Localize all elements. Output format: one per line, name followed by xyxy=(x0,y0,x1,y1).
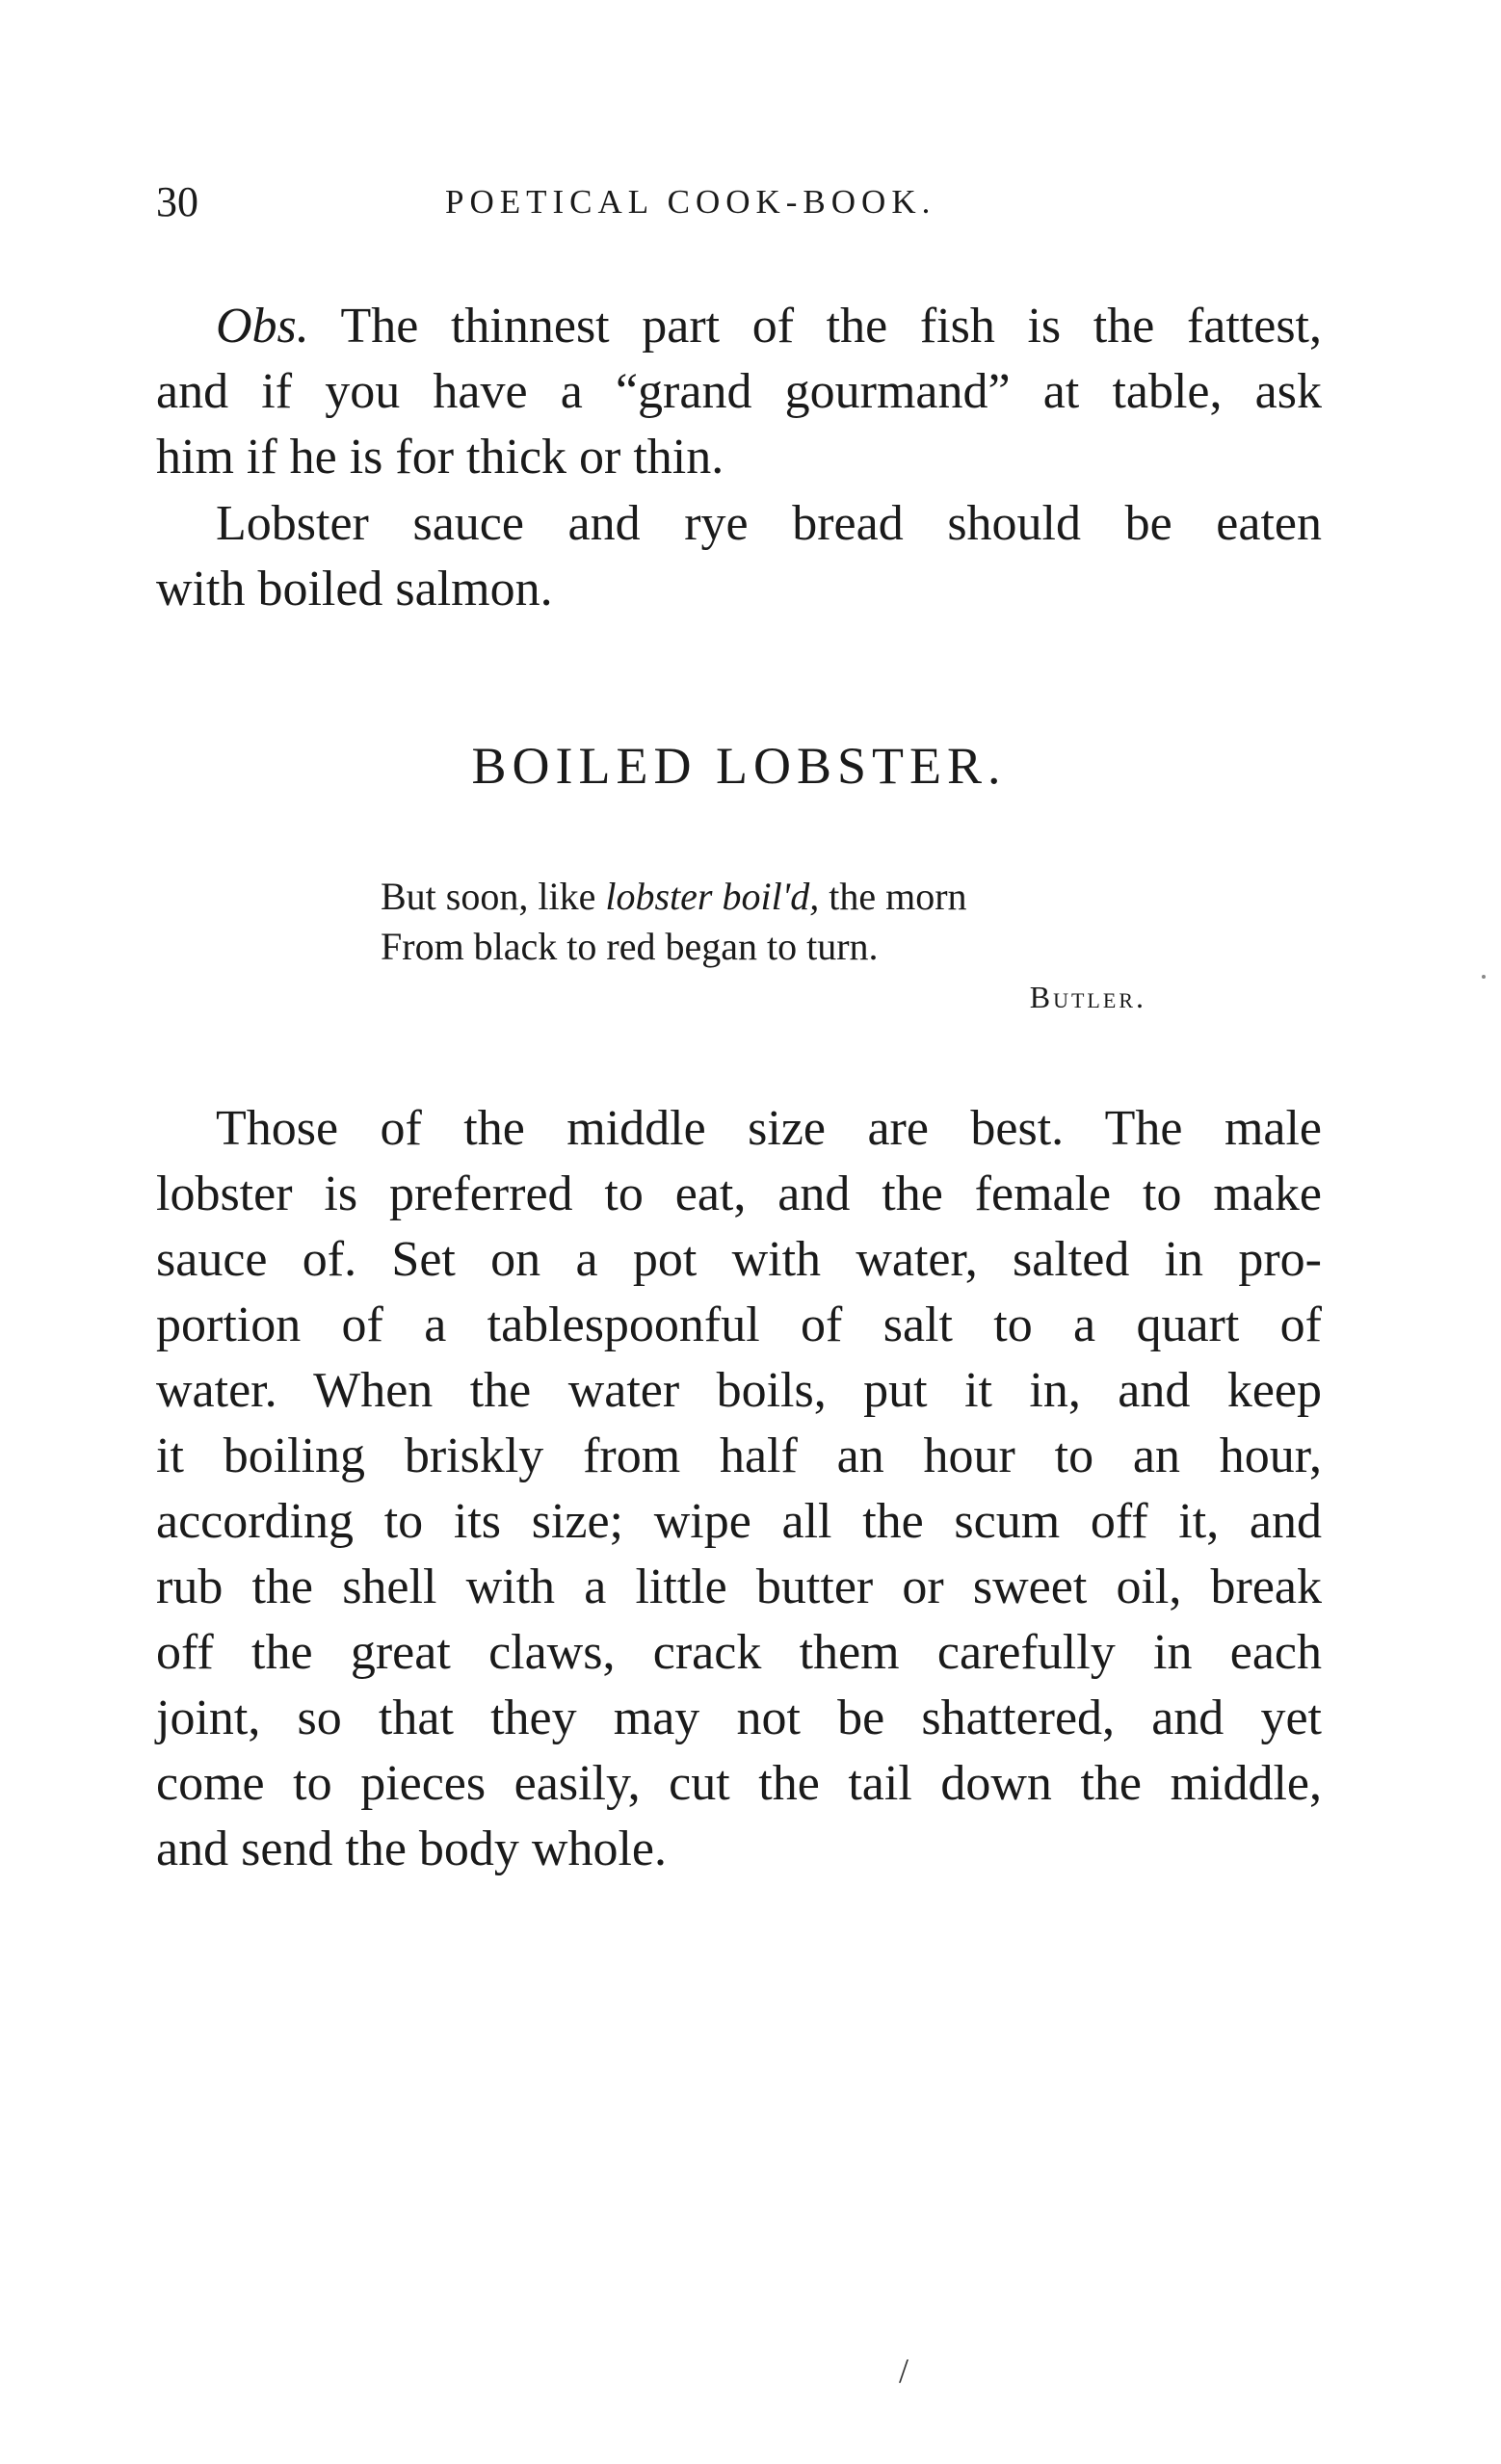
paragraph-line: it boiling briskly from half an hour to an hour, xyxy=(156,1429,1322,1483)
paragraph-line: and send the body whole. xyxy=(156,1822,668,1876)
epigraph-verse: From black to red began to turn. xyxy=(381,925,879,968)
paragraph-line: water. When the water boils, put it in, and keep xyxy=(156,1363,1322,1418)
paragraph-line: come to pieces easily, cut the tail down the middle, xyxy=(156,1756,1322,1811)
paragraph-line: with boiled salmon. xyxy=(156,562,553,616)
paragraph-line: and if you have a “grand gourmand” at table, ask xyxy=(156,364,1322,419)
page-header xyxy=(156,173,1322,231)
paragraph-line: sauce of. Set on a pot with water, salted in pro- xyxy=(156,1232,1322,1287)
paragraph-line: off the great claws, crack them carefully in each xyxy=(156,1625,1322,1680)
body-paragraph xyxy=(156,1096,1322,1882)
epigraph-attribution: Butler. xyxy=(1029,980,1146,1014)
paragraph-line: joint, so that they may not be shattered, and yet xyxy=(156,1691,1322,1745)
verse-italic: lobster boil'd, xyxy=(605,875,820,918)
sauce-paragraph xyxy=(156,491,1322,622)
epigraph xyxy=(381,872,1151,1022)
paragraph-line: according to its size; wipe all the scum off it, and xyxy=(156,1494,1322,1549)
paragraph-line: portion of a tablespoonful of salt to a quart of xyxy=(156,1298,1322,1352)
edge-dot xyxy=(1482,975,1486,979)
paragraph-line: Those of the middle size are best. The male xyxy=(216,1101,1322,1156)
paragraph-line: rub the shell with a little butter or sweet oil, break xyxy=(156,1560,1322,1614)
stray-mark: / xyxy=(899,2351,909,2390)
paragraph-line xyxy=(156,294,1322,359)
page-number: 30 xyxy=(156,178,198,225)
verse-text: But soon, like xyxy=(381,875,596,918)
obs-paragraph xyxy=(156,294,1322,490)
running-head: POETICAL COOK-BOOK. xyxy=(445,183,936,221)
paragraph-line: Lobster sauce and rye bread should be eaten xyxy=(216,496,1322,551)
section-heading: BOILED LOBSTER. xyxy=(471,737,1007,795)
paragraph-line: him if he is for thick or thin. xyxy=(156,430,724,485)
obs-label: Obs. xyxy=(216,299,309,354)
paragraph-line: lobster is preferred to eat, and the female to make xyxy=(156,1166,1322,1221)
epigraph-verse xyxy=(381,872,1151,922)
line-text: The thinnest part of the fish is the fattest, xyxy=(340,299,1322,354)
verse-text: the morn xyxy=(829,875,967,918)
